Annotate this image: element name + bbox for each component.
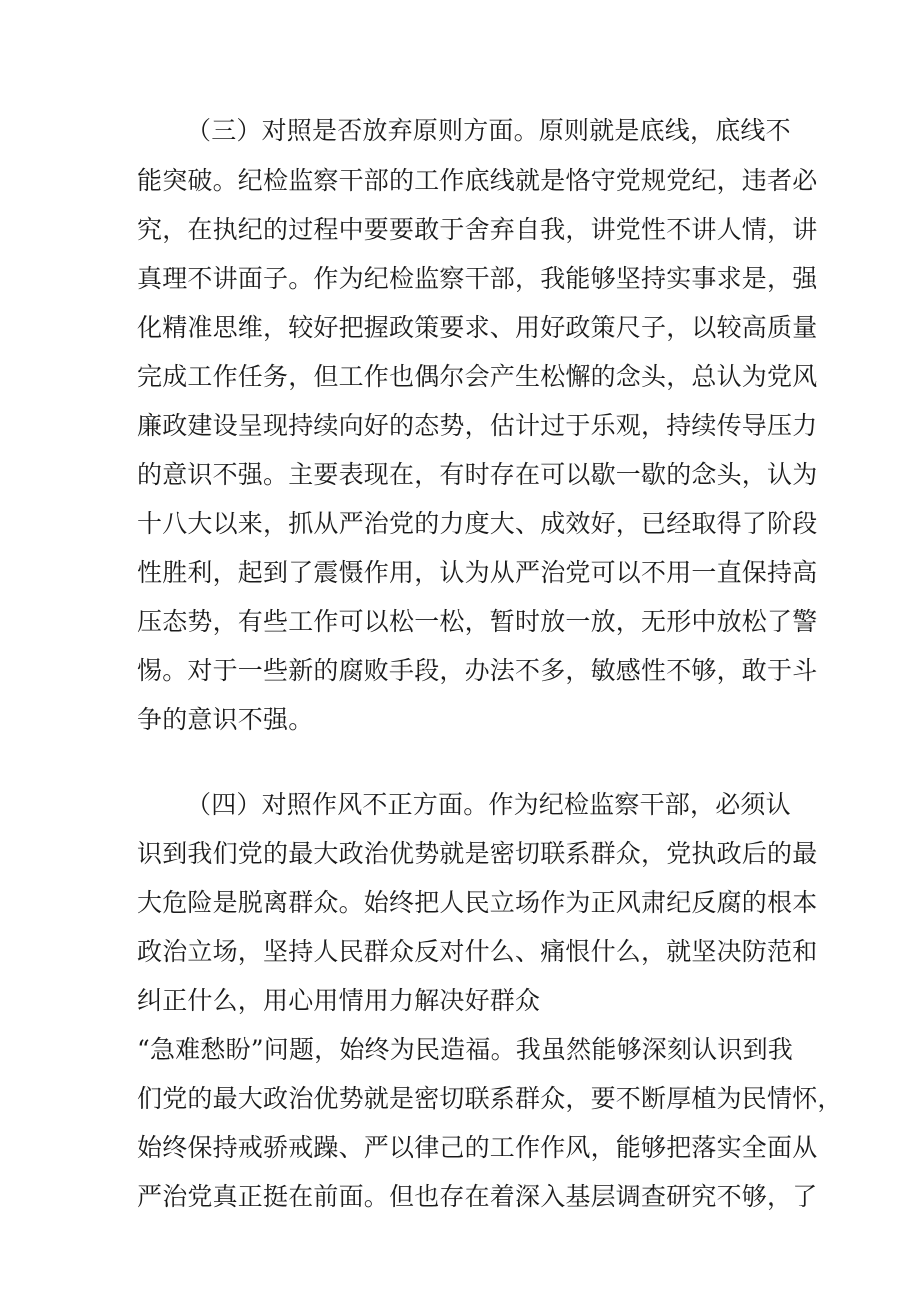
text-line: 严治党真正挺在前面。但也存在着深入基层调查研究不够，了 [137,1182,818,1211]
text-line: 能突破。纪检监察干部的工作底线就是恪守党规党纪，违者必 [137,166,818,195]
text-line: 究，在执纪的过程中要要敢于舍弃自我，讲党性不讲人情，讲 [137,215,818,244]
text-line: “急难愁盼”问题，始终为民造福。我虽然能够深刻认识到我 [137,1035,793,1064]
text-line: 识到我们党的最大政治优势就是密切联系群众，党执政后的最 [137,839,818,868]
text-line: 廉政建设呈现持续向好的态势，估计过于乐观，持续传导压力 [137,411,818,440]
text-line: 性胜利，起到了震慑作用，认为从严治党可以不用一直保持高 [137,558,818,587]
text-line: 争的意识不强。 [137,705,314,734]
text-line: 十八大以来，抓从严治党的力度大、成效好，已经取得了阶段 [137,509,818,538]
text-line: （四）对照作风不正方面。作为纪检监察干部，必须认 [186,790,791,819]
text-line: 始终保持戒骄戒躁、严以律己的工作作风，能够把落实全面从 [137,1133,818,1162]
text-line: 完成工作任务，但工作也偶尔会产生松懈的念头，总认为党风 [137,362,818,391]
text-line: 惕。对于一些新的腐败手段，办法不多，敏感性不够，敢于斗 [137,656,818,685]
text-line: 的意识不强。主要表现在，有时存在可以歇一歇的念头，认为 [137,460,818,489]
text-line: 化精准思维，较好把握政策要求、用好政策尺子，以较高质量 [137,313,818,342]
text-line: 政治立场，坚持人民群众反对什么、痛恨什么，就坚决防范和 [137,937,818,966]
text-line: 纠正什么，用心用情用力解决好群众 [137,986,541,1015]
text-line: 真理不讲面子。作为纪检监察干部，我能够坚持实事求是，强 [137,264,818,293]
text-line: 大危险是脱离群众。始终把人民立场作为正风肃纪反腐的根本 [137,888,818,917]
text-line: 压态势，有些工作可以松一松，暂时放一放，无形中放松了警 [137,607,818,636]
text-line: 们党的最大政治优势就是密切联系群众，要不断厚植为民情怀， [137,1084,843,1113]
text-line: （三）对照是否放弃原则方面。原则就是底线，底线不 [186,116,791,145]
